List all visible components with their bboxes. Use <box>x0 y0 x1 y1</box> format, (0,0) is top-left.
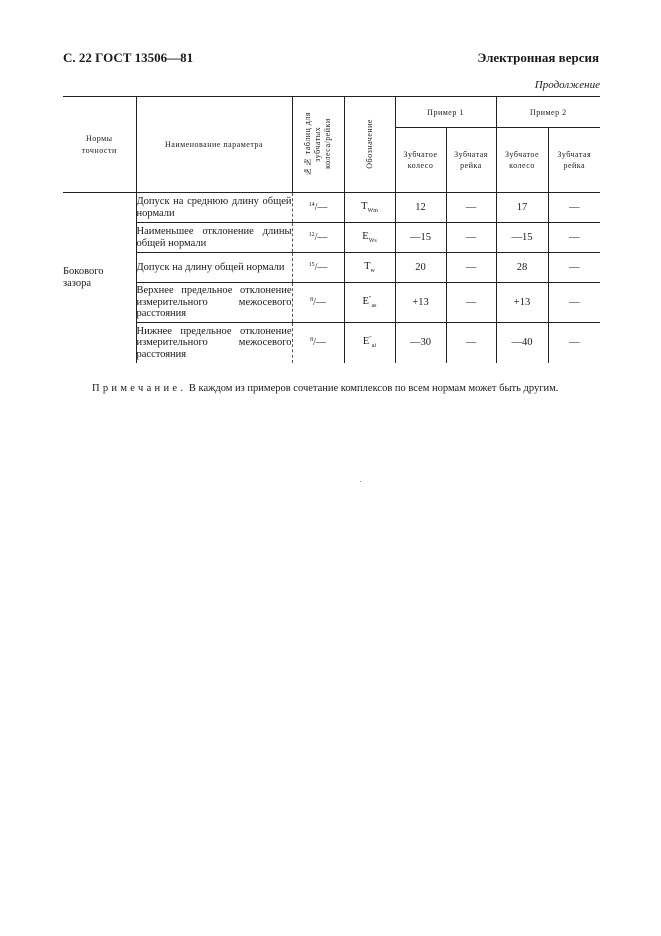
table-number: $^8$/— <box>292 283 344 323</box>
ex2-gear-value: —40 <box>496 323 548 363</box>
header-example-2: Пример 2 <box>496 97 600 128</box>
page-number-standard: С. 22 ГОСТ 13506—81 <box>63 50 194 65</box>
ex2-gear-value: —15 <box>496 223 548 253</box>
parameter-name: Нижнее предельное отклонение измерительного межосевого расстояния <box>136 323 292 363</box>
continuation-label: Продолжение <box>534 79 600 91</box>
ex2-rack-value: — <box>548 223 600 253</box>
ex2-gear-value: 17 <box>496 193 548 223</box>
symbol: $E''_{ai}$ <box>344 323 395 363</box>
footnote <box>92 383 612 394</box>
header-ex2-gear: Зубчатое колесо <box>496 128 548 193</box>
ex1-gear-value: +13 <box>395 283 446 323</box>
ex1-rack-value: — <box>446 253 496 283</box>
parameters-table <box>63 96 600 363</box>
note-lead: Примечание. <box>92 383 187 394</box>
symbol: $E_{Ws}$ <box>344 223 395 253</box>
header-norms: Нормы точности <box>63 97 136 193</box>
header-example-1: Пример 1 <box>395 97 496 128</box>
table-row <box>63 323 600 363</box>
table-number: $^8$/— <box>292 323 344 363</box>
ex1-gear-value: 20 <box>395 253 446 283</box>
table-row <box>63 283 600 323</box>
ex1-gear-value: 12 <box>395 193 446 223</box>
header-table-numbers: №№ таблиц для зубчатых колеса/рейки <box>292 97 344 193</box>
page-header <box>63 50 599 66</box>
table-row <box>63 253 600 283</box>
header-parameter-name: Наименование параметра <box>136 97 292 193</box>
parameter-name: Допуск на длину общей нормали <box>136 253 292 283</box>
ex1-gear-value: —15 <box>395 223 446 253</box>
table-number: $^{15}$/— <box>292 253 344 283</box>
header-ex1-rack: Зубчатая рейка <box>446 128 496 193</box>
note-text: В каждом из примеров сочетание комплексов по всем нормам может быть другим. <box>188 383 559 394</box>
header-ex2-rack: Зубчатая рейка <box>548 128 600 193</box>
header-symbol: Обозначение <box>344 97 395 193</box>
ex1-rack-value: — <box>446 193 496 223</box>
ex1-gear-value: —30 <box>395 323 446 363</box>
ex2-gear-value: 28 <box>496 253 548 283</box>
ex2-rack-value: — <box>548 283 600 323</box>
ex1-rack-value: — <box>446 283 496 323</box>
symbol: $E''_{as}$ <box>344 283 395 323</box>
symbol: $T_w$ <box>344 253 395 283</box>
ex2-gear-value: +13 <box>496 283 548 323</box>
table-row <box>63 193 600 223</box>
parameter-name: Верхнее предельное отклонение измерительного межосевого расстояния <box>136 283 292 323</box>
ex2-rack-value: — <box>548 193 600 223</box>
symbol: $T_{Wm}$ <box>344 193 395 223</box>
ex1-rack-value: — <box>446 223 496 253</box>
header-ex1-gear: Зубчатое колесо <box>395 128 446 193</box>
scan-dot <box>360 481 361 482</box>
table-number: $^{12}$/— <box>292 223 344 253</box>
norms-group-label: Бокового зазора <box>63 193 136 363</box>
ex1-rack-value: — <box>446 323 496 363</box>
table-number: $^{14}$/— <box>292 193 344 223</box>
parameter-name: Допуск на среднюю длину общей нормали <box>136 193 292 223</box>
table-row <box>63 223 600 253</box>
parameter-name: Наименьшее отклонение длины общей нормали <box>136 223 292 253</box>
ex2-rack-value: — <box>548 323 600 363</box>
ex2-rack-value: — <box>548 253 600 283</box>
edition-label: Электронная версия <box>477 50 599 65</box>
